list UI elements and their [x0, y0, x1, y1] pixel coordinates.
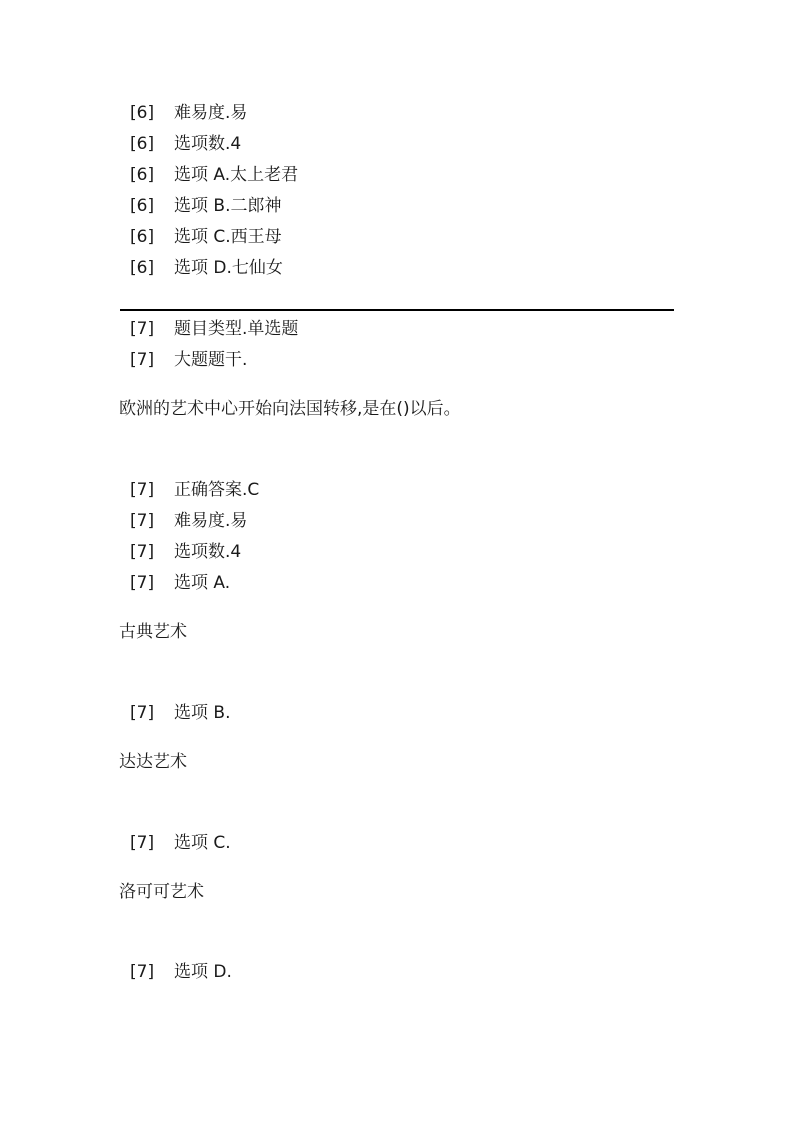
question-number: [7]	[130, 350, 155, 370]
difficulty-text: 难易度.易	[174, 103, 248, 123]
q7-option-count-line	[130, 540, 241, 564]
option-c-text: 选项 C.西王母	[174, 227, 282, 247]
option-a-content: 古典艺术	[119, 622, 187, 642]
q7-option-d-line	[130, 960, 232, 984]
question-number: [7]	[130, 833, 155, 853]
question-number: [6]	[130, 103, 155, 123]
option-b-label: 选项 B.	[174, 703, 231, 723]
correct-answer-text: 正确答案.C	[174, 480, 260, 500]
q6-option-b-line	[130, 194, 281, 218]
option-count-text: 选项数.4	[174, 134, 242, 154]
q7-difficulty-line	[130, 509, 247, 533]
difficulty-text: 难易度.易	[174, 511, 248, 531]
question-number: [7]	[130, 573, 155, 593]
question-number: [7]	[130, 319, 155, 339]
question-type-text: 题目类型.单选题	[174, 319, 299, 339]
stem-label-text: 大题题干.	[174, 350, 248, 370]
question-number: [7]	[130, 703, 155, 723]
q7-option-a-line	[130, 571, 230, 595]
q7-option-c-line	[130, 831, 231, 855]
option-c-label: 选项 C.	[174, 833, 231, 853]
option-c-content: 洛可可艺术	[119, 882, 204, 902]
q6-option-a-line	[130, 163, 298, 187]
question-number: [6]	[130, 165, 155, 185]
question-number: [6]	[130, 227, 155, 247]
q6-option-d-line	[130, 256, 283, 280]
option-count-text: 选项数.4	[174, 542, 242, 562]
q7-type-line	[130, 317, 298, 341]
q6-option-count-line	[130, 132, 241, 156]
question-number: [6]	[130, 134, 155, 154]
q7-option-b-line	[130, 701, 230, 725]
question-number: [7]	[130, 511, 155, 531]
question-number: [7]	[130, 480, 155, 500]
q7-stem-label-line	[130, 348, 247, 372]
q7-answer-line	[130, 478, 259, 502]
option-a-label: 选项 A.	[174, 573, 231, 593]
question-number: [7]	[130, 542, 155, 562]
section-divider	[120, 309, 674, 311]
question-stem: 欧洲的艺术中心开始向法国转移,是在()以后。	[119, 399, 461, 419]
option-d-text: 选项 D.七仙女	[174, 258, 283, 278]
option-d-label: 选项 D.	[174, 962, 232, 982]
q6-difficulty-line	[130, 101, 247, 125]
q6-option-c-line	[130, 225, 282, 249]
option-b-content: 达达艺术	[119, 752, 187, 772]
question-number: [6]	[130, 196, 155, 216]
option-a-text: 选项 A.太上老君	[174, 165, 299, 185]
option-b-text: 选项 B.二郎神	[174, 196, 282, 216]
question-number: [7]	[130, 962, 155, 982]
question-number: [6]	[130, 258, 155, 278]
